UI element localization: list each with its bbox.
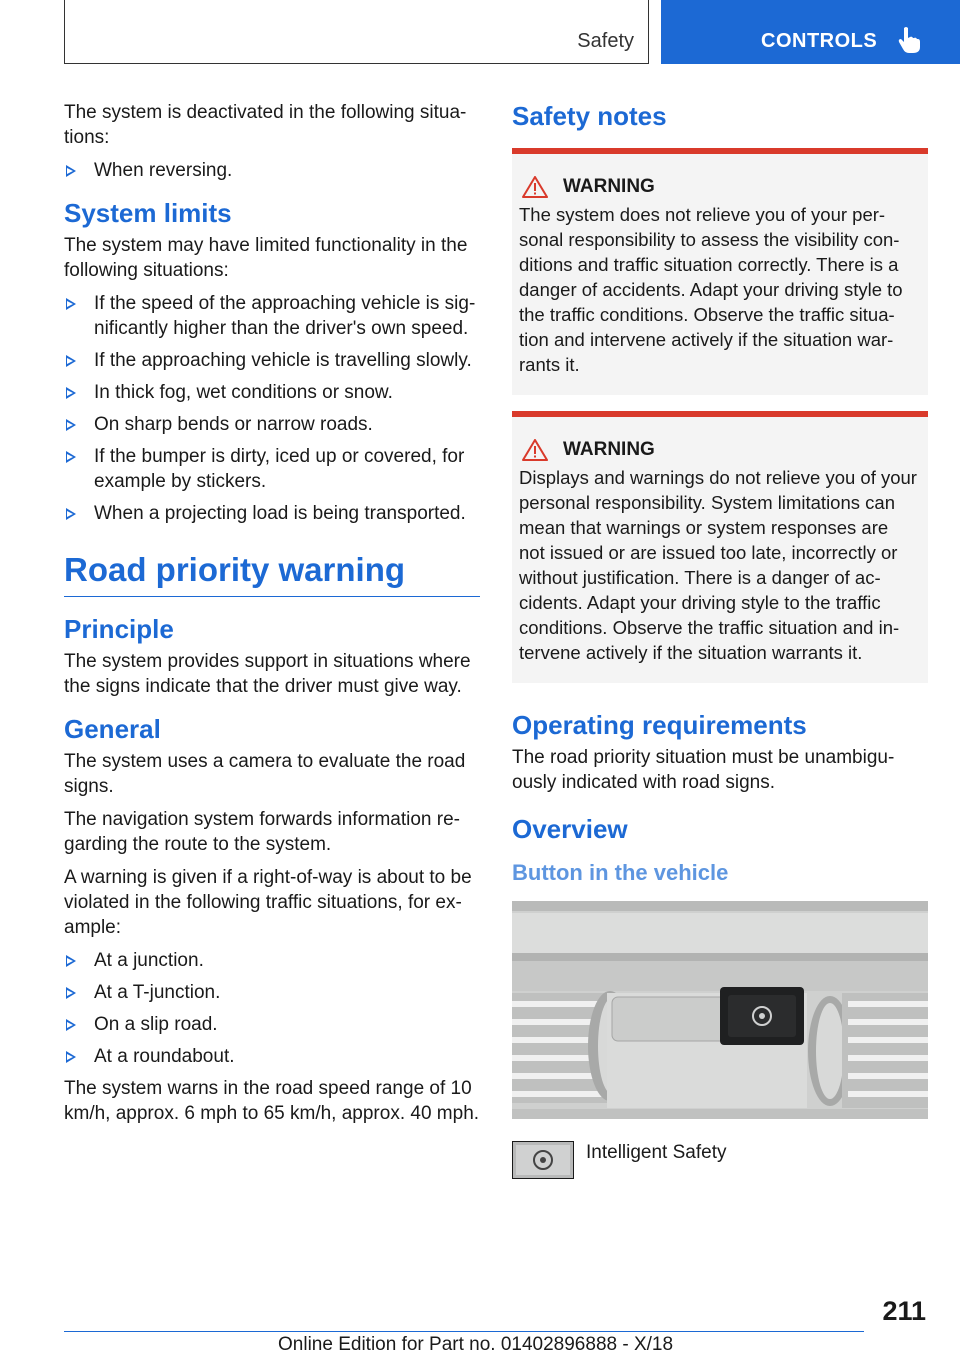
- general-text-2: The navigation system forwards information re‐garding the route to the system.: [64, 809, 460, 855]
- list-item: At a T-junction.: [64, 980, 480, 1005]
- header-section-box: [64, 0, 649, 64]
- list-item: On a slip road.: [64, 1012, 480, 1037]
- general-text-1: The system uses a camera to evaluate the road signs.: [64, 751, 466, 797]
- triangle-bullet-icon: [66, 1051, 76, 1063]
- page-header: [0, 0, 960, 66]
- system-limits-list: [64, 291, 480, 526]
- triangle-bullet-icon: [66, 387, 76, 399]
- header-section-title: Safety: [577, 30, 634, 52]
- list-item: If the bumper is dirty, iced up or covered, for example by stickers.: [64, 444, 480, 494]
- right-column: [512, 100, 928, 1179]
- traffic-situations-list: [64, 948, 480, 1069]
- warning-triangle-icon: [522, 439, 548, 461]
- principle-text: The system provides support in situations where the signs indicate that the driver must give way.: [64, 651, 471, 697]
- warning-box-2: [512, 411, 928, 683]
- list-item: On sharp bends or narrow roads.: [64, 412, 480, 437]
- list-item: At a junction.: [64, 948, 480, 973]
- warning-label: WARNING: [563, 439, 655, 460]
- triangle-bullet-icon: [66, 419, 76, 431]
- warning-triangle-icon: [522, 176, 548, 198]
- button-legend: [512, 1141, 928, 1179]
- principle-heading: Principle: [64, 614, 174, 644]
- operating-requirements-heading: Operating requirements: [512, 710, 807, 740]
- legend-label: Intelligent Safety: [586, 1142, 727, 1163]
- list-item: If the approaching vehicle is travelling slowly.: [64, 348, 480, 373]
- system-limits-heading: System limits: [64, 198, 232, 228]
- road-priority-warning-heading: Road priority warning: [64, 548, 480, 597]
- left-column: [64, 100, 480, 1134]
- air-vent-right: [808, 993, 928, 1108]
- page-number: 211: [882, 1296, 926, 1326]
- triangle-bullet-icon: [66, 298, 76, 310]
- overview-heading: Overview: [512, 814, 628, 844]
- list-item: At a roundabout.: [64, 1044, 480, 1069]
- triangle-bullet-icon: [66, 508, 76, 520]
- warning-header: [519, 176, 918, 198]
- triangle-bullet-icon: [66, 355, 76, 367]
- triangle-bullet-icon: [66, 987, 76, 999]
- triangle-bullet-icon: [66, 955, 76, 967]
- triangle-bullet-icon: [66, 1019, 76, 1031]
- button-in-vehicle-heading: Button in the vehicle: [512, 860, 729, 885]
- dashboard-button-photo: [512, 901, 928, 1119]
- list-item: If the speed of the approaching vehicle is sig‐nificantly higher than the driver's own speed.: [64, 291, 480, 341]
- operating-requirements-text: The road priority situation must be unambigu‐ously indicated with road signs.: [512, 747, 895, 793]
- speed-range-text: The system warns in the road speed range of 10 km/h, approx. 6 mph to 65 km/h, approx. 40 mph.: [64, 1078, 480, 1124]
- intro-text: The system is deactivated in the following situa‐tions:: [64, 102, 467, 148]
- header-chapter-title: CONTROLS: [761, 30, 878, 52]
- warning-header: [519, 439, 918, 461]
- header-chapter-tab[interactable]: [661, 0, 960, 64]
- triangle-bullet-icon: [66, 165, 76, 177]
- edition-text: Online Edition for Part no. 01402896888 - X/18: [278, 1334, 674, 1355]
- warning-box-1: [512, 148, 928, 395]
- pointing-hand-icon: [897, 26, 921, 54]
- list-item: In thick fog, wet conditions or snow.: [64, 380, 480, 405]
- general-heading: General: [64, 714, 161, 744]
- triangle-bullet-icon: [66, 451, 76, 463]
- list-item: When a projecting load is being transported.: [64, 501, 480, 526]
- general-text-3: A warning is given if a right-of-way is about to be violated in the following traffic situations, for ex‐ample:: [64, 867, 472, 938]
- list-item: When reversing.: [64, 158, 480, 183]
- footer-divider: [64, 1331, 864, 1332]
- intelligent-safety-button-icon: [512, 1141, 574, 1179]
- safety-notes-heading: Safety notes: [512, 101, 667, 131]
- warning-text: Displays and warnings do not relieve you of your personal responsibility. System limitations can mean that warnings or system responses are not issued or are issued too late, incorrectly or without justification. There is a danger of ac‐cidents. Adapt your driving style to the traffic conditions. Observe the traffic situation and in‐tervene actively if the situation warrants it.: [519, 467, 917, 663]
- system-limits-text: The system may have limited functionality in the following situations:: [64, 235, 468, 281]
- intro-list: [64, 158, 480, 183]
- warning-text: The system does not relieve you of your per‐sonal responsibility to assess the visibility con‐ditions and traffic situation correctly. There is a danger of accidents. Adapt your driving style to the traffic conditions. Observe the traffic situa‐tion and intervene actively if the situation war‐rants it.: [519, 204, 903, 375]
- warning-label: WARNING: [563, 176, 655, 197]
